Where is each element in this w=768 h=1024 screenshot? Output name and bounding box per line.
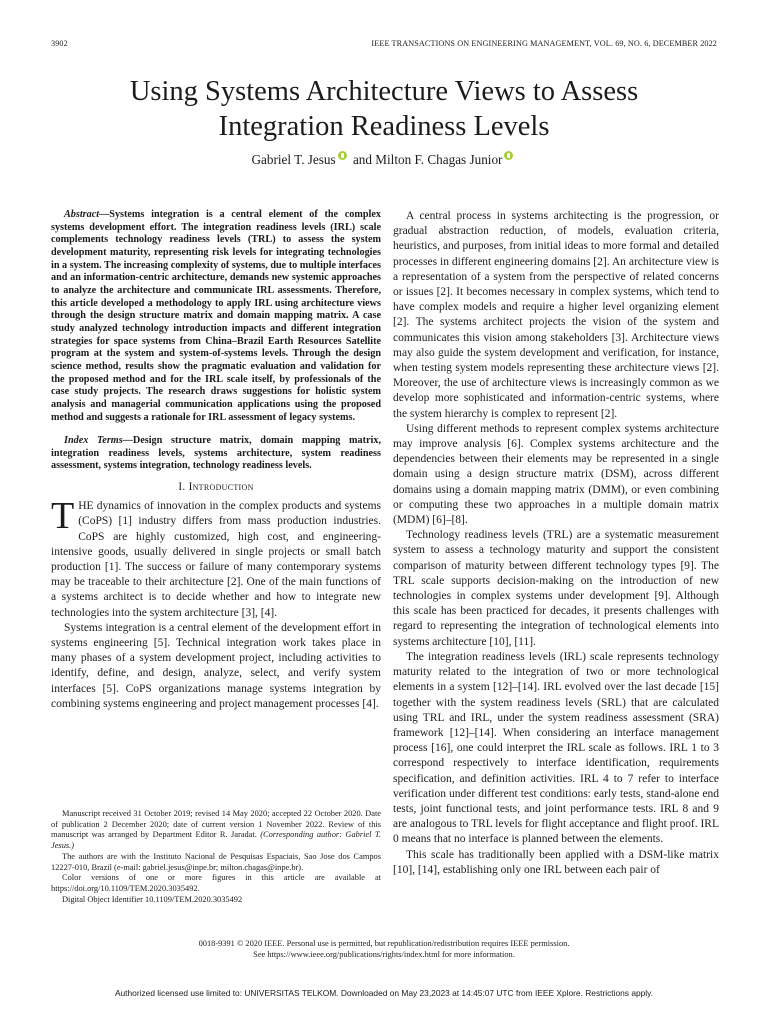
footnotes [51,809,381,905]
footnote-affiliation: The authors are with the Instituto Nacional de Pesquisas Espaciais, Sao Jose dos Campos 12227-010, Brazil (e-mail: gabriel.jesus@inpe.br; milton.chagas@inpe.br). [51,851,381,872]
orcid-icon[interactable] [504,151,513,160]
copyright-notice [0,938,768,960]
index-terms-text: Design structure matrix, domain mapping matrix, integration readiness levels, systems architecture, system readiness assessment, systems integration, technology readiness levels. [51,435,381,472]
paragraph: This scale has traditionally been applied with a DSM-like matrix [10], [14], establishing only one IRL between each pair of [393,848,719,876]
footnote-color: Color versions of one or more figures in this article are available at https://doi.org/10.1109/TEM.2020.3035492. [51,873,381,893]
footnote-doi: Digital Object Identifier 10.1109/TEM.2020.3035492 [62,894,243,904]
abstract-label: Abstract— [64,209,110,220]
index-terms [51,435,381,473]
intro-p1-text: HE dynamics of innovation in the complex products and systems (CoPS) [1] industry differs from mass production industries. CoPS are highly customized, high cost, and engineering-intensive goods, usually delivered in single projects or small batch production [1]. The success or failure of many contemporary systems may be traceable to their architecture [2]. One of the main functions of a systems architect is to decide whether and how to integrate new technologies into the system architecture [3], [4]. [51,500,381,619]
drop-cap: T [51,495,75,538]
paragraph: The integration readiness levels (IRL) scale represents technology maturity related to the integration of two or more technological elements in a system [12]–[14]. IRL evolved over the last decade [15] together with the system readiness levels (SRL) that are calculated using TRL and IRL, under the system readiness assessment (SRA) framework [12]–[14]. When considering an interface management process [16], one could interpret the IRL scale as follows. IRL 1 to 3 correspond respectively to interface identification, requirements specification, and definition activities. IRL 4 to 7 refer to interface verification under different test conditions: early tests, stand-alone end tests, joint functional tests, and joint performance tests. IRL 8 and 9 are analogous to TRL levels for flight acceptance and flight proof. IRL 0 means that no interface is planned between the elements. [393,650,719,846]
abstract-text: Systems integration is a central element of the complex systems development effort. The integration readiness levels (IRL) scale complements technology readiness levels (TRL) to assess the system development maturity, representing risk levels for integrating technologies in a system. The increasing complexity of systems, due to multiple interfaces and an information-centric architecture, demands new systemic approaches to analyze the architecture and communicate IRL assessments. Therefore, this article developed a methodology to apply IRL using architecture views through the design structure matrix and domain mapping matrix. A case study analyzed technology introduction impacts and different integration strategies for space systems from China–Brazil Earth Resources Satellite program at the system and system-of-systems levels. Through the design science method, results show the pragmatic evaluation and validation for the proposed method and for the IRL scale itself, by professionals of the case study projects. The research draws suggestions for holistic system analysis and managerial communication applications using the proposed method and suggests a rationale for IRL assessment of legacy systems. [51,209,381,423]
abstract [51,209,381,424]
page-number: 3902 [51,39,68,48]
corresponding-author: (Corresponding author: Gabriel T. Jesus.) [51,830,382,851]
paragraph: A central process in systems architecting is the progression, or gradual abstraction reduction, of models, evaluation criteria, heuristics, and purposes, from initial ideas to more formal and detailed processes in different engineering domains [2]. An architecture view is a representation of a system from the perspective of related concerns or issues [2]. It becomes necessary in complex systems, which tend to have complex models and require a higher level organizing element [2]. The systems architect projects the vision of the system and communicates this vision among stakeholders [3]. Architecture views may also guide the system development and verification, for instance, when testing system models representing these architecture views [2]. Moreover, the use of architecture views is increasingly common as we develop more sophisticated and information-centric systems, where the system hierarchy is complex to represent [2]. [393,210,719,420]
orcid-icon[interactable] [338,151,347,160]
journal-header: IEEE TRANSACTIONS ON ENGINEERING MANAGEMENT, VOL. 69, NO. 6, DECEMBER 2022 [371,39,717,48]
index-terms-label: Index Terms— [64,435,133,447]
title-line-1: Using Systems Architecture Views to Assess [129,76,639,107]
right-column [393,209,719,878]
intro-paragraph-2: Systems integration is a central element of the development effort in systems engineering [5]. Technical integration work takes place in many phases of a system development project, including activities to identify, define, and design, analyze, select, and verify system interfaces [5]. CoPS organizations manage systems integration by combining systems engineering and project management processes [4]. [51,621,381,710]
intro-paragraph-1 [51,495,381,621]
author-list [0,151,768,168]
left-column [51,209,381,712]
paragraph: Using different methods to represent complex systems architecture may improve analysis [6]. Complex systems architecture and the dependencies between their elements may be represented in a single domain using a design structure matrix (DSM), across different domains using a domain mapping matrix (DMM), or even combining or computing these two approaches in a multiple domain matrix (MDM) [6]–[8]. [393,422,719,527]
author-1: Gabriel T. Jesus [251,152,336,167]
section-title: Introduction [188,481,254,494]
section-heading [51,481,381,493]
author-connector: and Milton F. Chagas Junior [352,152,503,167]
paper-title [0,74,768,144]
title-line-2: Integration Readiness Levels [218,111,550,142]
section-numeral: I. [178,481,186,494]
license-notice: Authorized licensed use limited to: UNIVERSITAS TELKOM. Downloaded on May 23,2023 at 14:45:07 UTC from IEEE Xplore. Restrictions apply. [114,988,654,998]
copyright-line-1: 0018-9391 © 2020 IEEE. Personal use is permitted, but republication/redistribution requires IEEE permission. [198,939,570,948]
copyright-line-2: See https://www.ieee.org/publications/rights/index.html for more information. [253,950,515,959]
footnote-manuscript: Manuscript received 31 October 2019; revised 14 May 2020; accepted 22 October 2020. Date of publication 2 December 2020; date of current version 1 November 2022. Review of this manuscript was arranged by Department Editor R. Jaradat. (Corresponding author: Gabriel T. Jesus.) [51,809,382,851]
paragraph: Technology readiness levels (TRL) are a systematic measurement system to assess a technology maturity and support the consistent comparison of maturity between different technology types [9]. The TRL scale supports decision-making on the introduction of new technologies in complex systems under development [9]. Although this scale has been practiced for decades, it presents challenges with regard to representing the integration of technological elements into systems architecture [10], [11]. [393,529,719,648]
